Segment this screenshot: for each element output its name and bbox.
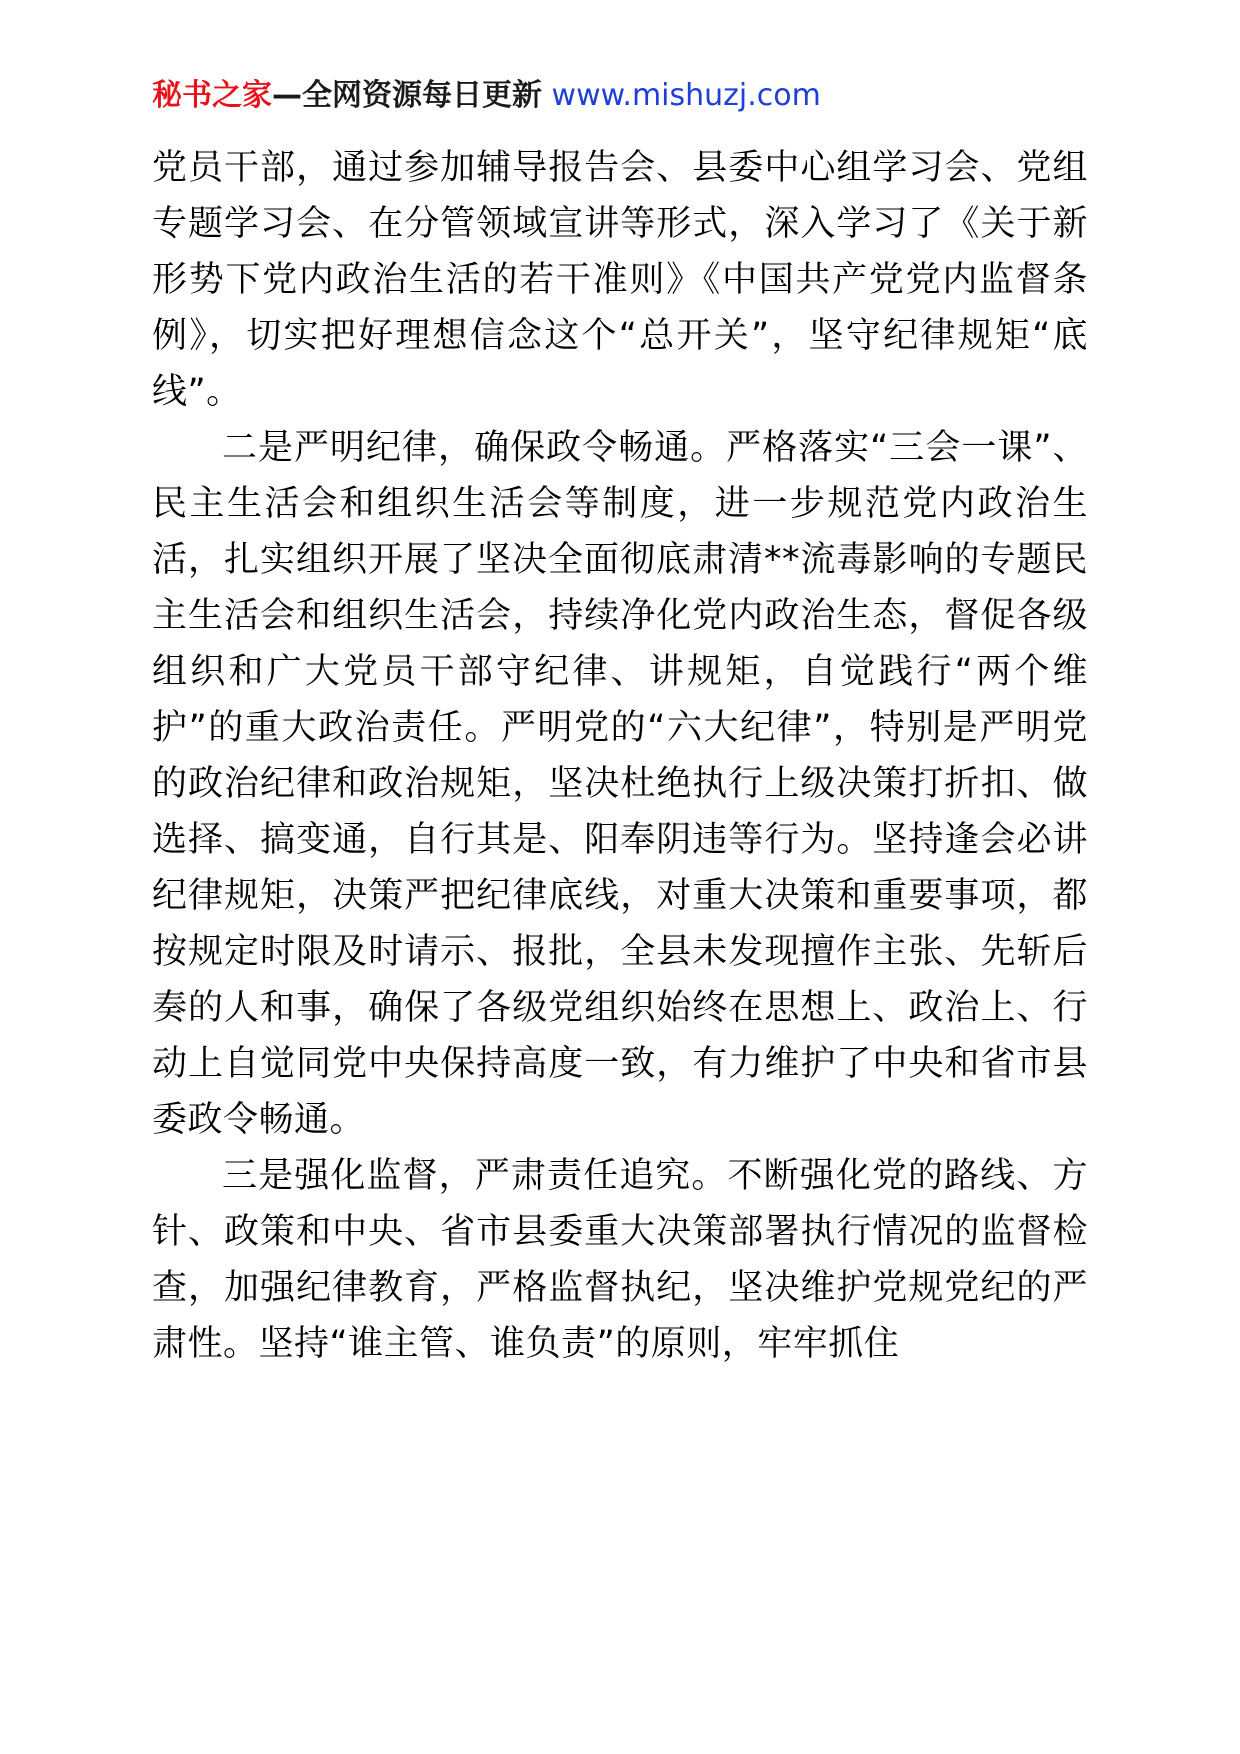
watermark-url[interactable]: www.mishuzj.com [551,78,821,113]
watermark-brand: 秘书之家 [152,78,272,113]
paragraph-1: 党员干部，通过参加辅导报告会、县委中心组学习会、党组专题学习会、在分管领域宣讲等形式，深入学习了《关于新形势下党内政治生活的若干准则》《中国共产党党内监督条例》，切实把好理想信念这个“总开关”，坚守纪律规矩“底线”。 [152,148,1088,412]
watermark-dash: — [272,78,302,113]
paragraph-2: 二是严明纪律，确保政令畅通。严格落实“三会一课”、民主生活会和组织生活会等制度，进一步规范党内政治生活，扎实组织开展了坚决全面彻底肃清**流毒影响的专题民主生活会和组织生活会，持续净化党内政治生态，督促各级组织和广大党员干部守纪律、讲规矩，自觉践行“两个维护”的重大政治责任。严明党的“六大纪律”，特别是严明党的政治纪律和政治规矩，坚决杜绝执行上级决策打折扣、做选择、搞变通，自行其是、阳奉阴违等行为。坚持逢会必讲纪律规矩，决策严把纪律底线，对重大决策和重要事项，都按规定时限及时请示、报批，全县未发现擅作主张、先斩后奏的人和事，确保了各级党组织始终在思想上、政治上、行动上自觉同党中央保持高度一致，有力维护了中央和省市县委政令畅通。 [152,428,1088,1140]
watermark-banner [152,78,1088,114]
document-body [152,140,1088,1372]
watermark-tagline: 全网资源每日更新 [302,78,542,113]
paragraph-3: 三是强化监督，严肃责任追究。不断强化党的路线、方针、政策和中央、省市县委重大决策部署执行情况的监督检查，加强纪律教育，严格监督执纪，坚决维护党规党纪的严肃性。坚持“谁主管、谁负责”的原则，牢牢抓住 [152,1156,1088,1364]
